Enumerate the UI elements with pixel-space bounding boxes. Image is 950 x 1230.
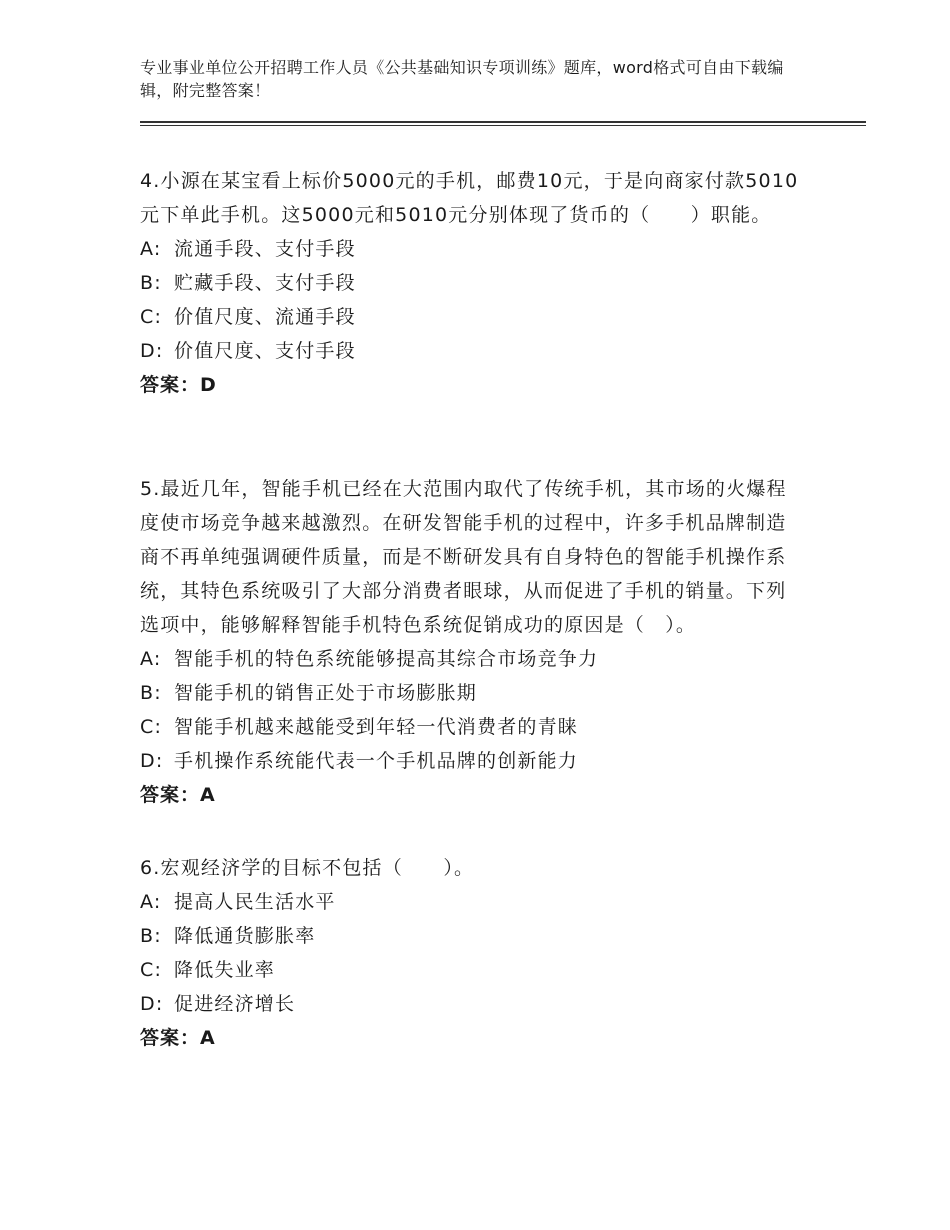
option-letter: A:: [140, 891, 162, 913]
option-letter: D:: [140, 993, 164, 1015]
question-stem: 5.最近几年，智能手机已经在大范围内取代了传统手机，其市场的火爆程度使市场竞争越来越激烈。在研发智能手机的过程中，许多手机品牌制造商不再单纯强调硬件质量，而是不断研发具有自身特色的智能手机操作系统，其特色系统吸引了大部分消费者眼球，从而促进了手机的销量。下列选项中，能够解释智能手机特色系统促销成功的原因是（ ）。: [140, 478, 787, 636]
option-letter: C:: [140, 959, 163, 981]
option-b: [140, 266, 800, 300]
option-c: [140, 300, 800, 334]
option-a: [140, 232, 800, 266]
question-4: [140, 164, 800, 402]
answer-label: 答案：A: [140, 1027, 216, 1049]
option-c: [140, 710, 800, 744]
option-b: [140, 676, 800, 710]
option-letter: D:: [140, 340, 164, 362]
answer-label: 答案：D: [140, 374, 217, 396]
header-divider-thin: [140, 125, 866, 126]
option-letter: B:: [140, 925, 162, 947]
option-text: 价值尺度、流通手段: [174, 306, 356, 328]
option-b: [140, 919, 800, 953]
option-letter: C:: [140, 716, 163, 738]
option-text: 手机操作系统能代表一个手机品牌的创新能力: [174, 750, 579, 772]
option-letter: B:: [140, 682, 162, 704]
option-letter: C:: [140, 306, 163, 328]
option-text: 贮藏手段、支付手段: [174, 272, 356, 294]
option-text: 智能手机的特色系统能够提高其综合市场竞争力: [174, 648, 599, 670]
option-text: 提高人民生活水平: [174, 891, 336, 913]
header-divider-thick: [140, 121, 866, 123]
question-5: [140, 472, 800, 812]
option-text: 智能手机越来越能受到年轻一代消费者的青睐: [174, 716, 579, 738]
option-text: 降低失业率: [174, 959, 276, 981]
option-letter: A:: [140, 648, 162, 670]
option-letter: B:: [140, 272, 162, 294]
option-d: [140, 987, 800, 1021]
option-a: [140, 885, 800, 919]
option-letter: D:: [140, 750, 164, 772]
question-6: [140, 851, 800, 1055]
option-text: 促进经济增长: [174, 993, 296, 1015]
answer-label: 答案：A: [140, 784, 216, 806]
document-header: 专业事业单位公开招聘工作人员《公共基础知识专项训练》题库，word格式可自由下载编辑，附完整答案！: [140, 58, 784, 100]
option-text: 降低通货膨胀率: [174, 925, 316, 947]
option-text: 智能手机的销售正处于市场膨胀期: [174, 682, 478, 704]
option-text: 价值尺度、支付手段: [174, 340, 356, 362]
option-d: [140, 334, 800, 368]
option-d: [140, 744, 800, 778]
question-stem: 4.小源在某宝看上标价5000元的手机，邮费10元，于是向商家付款5010元下单此手机。这5000元和5010元分别体现了货币的（ ）职能。: [140, 170, 799, 226]
question-stem: 6.宏观经济学的目标不包括（ ）。: [140, 857, 475, 879]
option-text: 流通手段、支付手段: [174, 238, 356, 260]
option-a: [140, 642, 800, 676]
option-c: [140, 953, 800, 987]
option-letter: A:: [140, 238, 162, 260]
